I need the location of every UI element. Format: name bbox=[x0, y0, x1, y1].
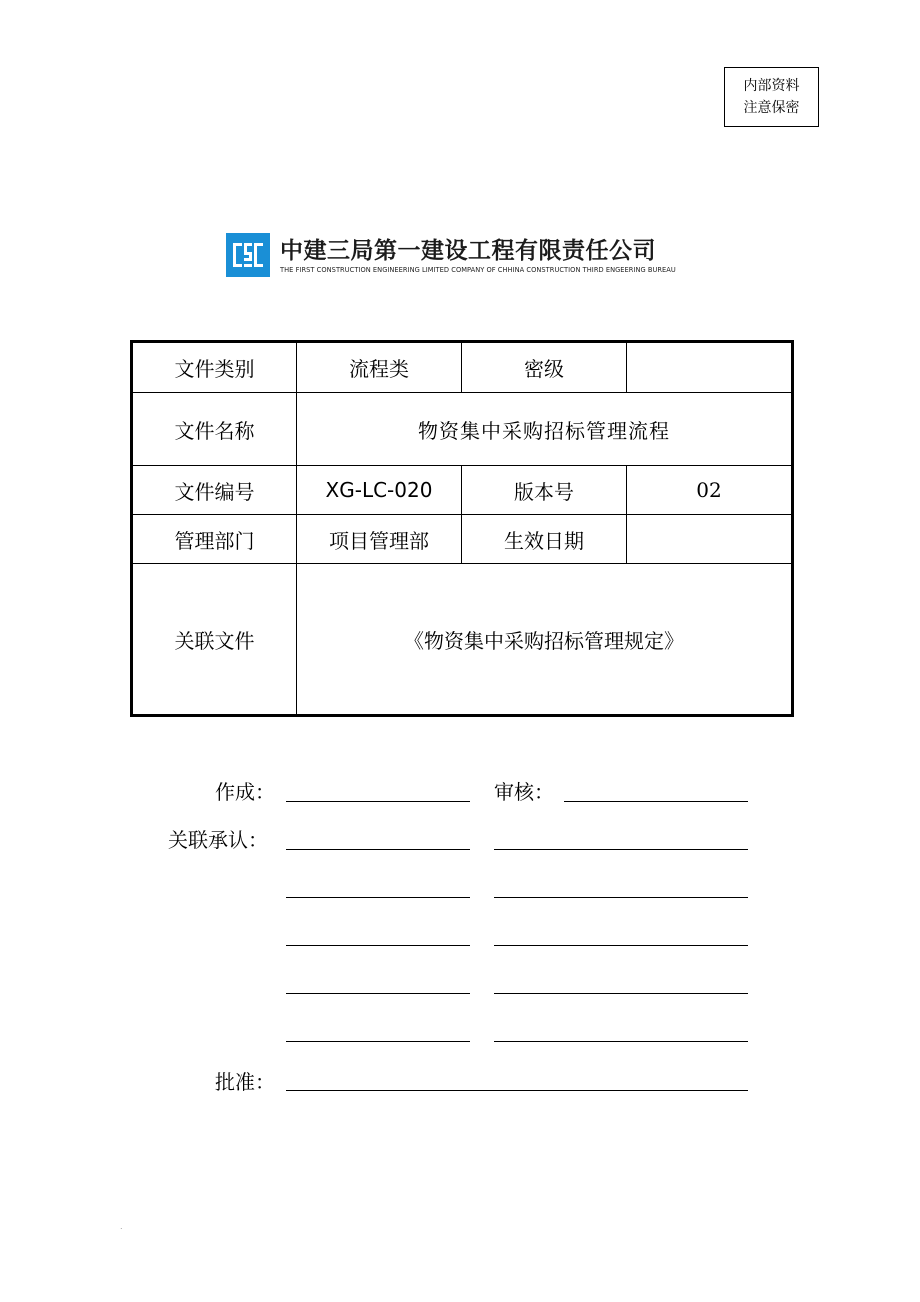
company-name-en: THE FIRST CONSTRUCTION ENGINEERING LIMITED COMPANY OF CHHINA CONSTRUCTION THIRD ENGEERING BUREAU bbox=[280, 265, 676, 274]
confidential-stamp bbox=[724, 67, 819, 127]
related-value: 《物资集中采购招标管理规定》 bbox=[297, 564, 793, 716]
related-approval-line[interactable] bbox=[494, 1041, 748, 1042]
company-header bbox=[226, 230, 696, 278]
dept-value: 项目管理部 bbox=[297, 515, 462, 564]
name-label: 文件名称 bbox=[132, 393, 297, 466]
related-approval-line[interactable] bbox=[494, 993, 748, 994]
document-title: 物资集中采购招标管理流程 bbox=[297, 393, 793, 466]
document-info-table bbox=[130, 340, 794, 717]
related-approval-line[interactable] bbox=[286, 849, 470, 850]
confidential-line1: 内部资料 bbox=[743, 78, 800, 94]
confidential-line2: 注意保密 bbox=[743, 100, 800, 116]
author-label: 作成： bbox=[215, 780, 275, 804]
date-label: 生效日期 bbox=[462, 515, 627, 564]
related-approval-line[interactable] bbox=[494, 945, 748, 946]
number-value: XG-LC-020 bbox=[297, 466, 462, 515]
related-approval-line[interactable] bbox=[286, 993, 470, 994]
page-mark: . bbox=[120, 1222, 123, 1231]
secret-value bbox=[627, 342, 793, 393]
review-label: 审核： bbox=[494, 780, 554, 804]
related-approval-line[interactable] bbox=[494, 849, 748, 850]
related-approval-label: 关联承认： bbox=[168, 828, 268, 852]
related-approval-line[interactable] bbox=[286, 1041, 470, 1042]
approve-label: 批准： bbox=[215, 1070, 275, 1094]
related-approval-line[interactable] bbox=[286, 897, 470, 898]
related-approval-line[interactable] bbox=[286, 945, 470, 946]
version-label: 版本号 bbox=[462, 466, 627, 515]
company-name-cn: 中建三局第一建设工程有限责任公司 bbox=[280, 238, 656, 264]
number-label: 文件编号 bbox=[132, 466, 297, 515]
author-line[interactable] bbox=[286, 801, 470, 802]
date-value bbox=[627, 515, 793, 564]
category-value: 流程类 bbox=[297, 342, 462, 393]
dept-label: 管理部门 bbox=[132, 515, 297, 564]
version-value: 02 bbox=[627, 466, 793, 515]
related-label: 关联文件 bbox=[132, 564, 297, 716]
related-approval-line[interactable] bbox=[494, 897, 748, 898]
category-label: 文件类别 bbox=[132, 342, 297, 393]
secret-label: 密级 bbox=[462, 342, 627, 393]
review-line[interactable] bbox=[564, 801, 748, 802]
company-logo bbox=[226, 233, 270, 277]
approve-line[interactable] bbox=[286, 1090, 748, 1091]
